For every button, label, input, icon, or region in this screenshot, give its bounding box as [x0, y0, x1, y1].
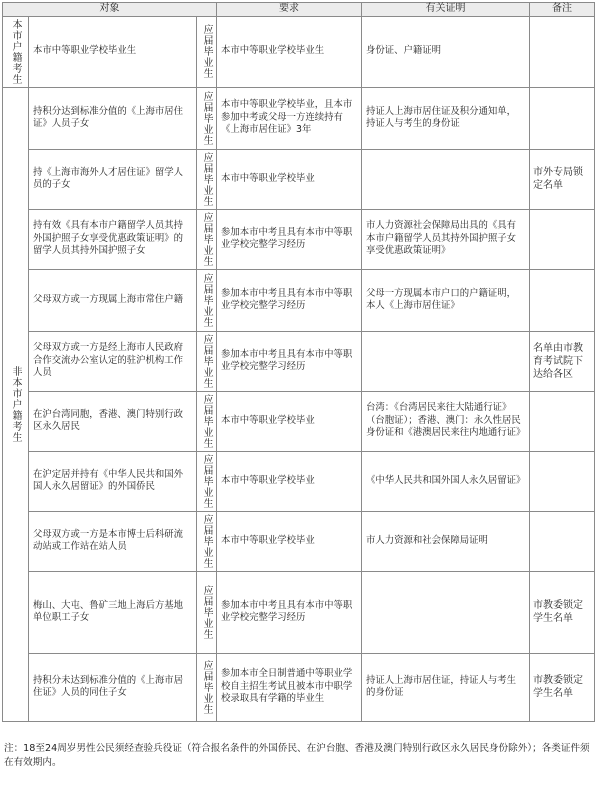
header-proof: 有关证明: [362, 3, 530, 17]
category-nonlocal: 非本市户籍考生: [3, 87, 29, 721]
table-row: [3, 149, 595, 209]
header-requirement: 要求: [217, 3, 362, 17]
cell-object: 持《上海市海外人才居住证》留学人员的子女: [29, 149, 197, 209]
cell-requirement: 参加本市中考且具有本市中等职业学校完整学习经历: [217, 331, 362, 391]
cell-object: 在沪台湾同胞，香港、澳门特别行政区永久居民: [29, 391, 197, 451]
header-note: 备注: [530, 3, 595, 17]
cell-proof: 市人力资源和社会保障局证明: [362, 511, 530, 571]
cell-proof: 持证人上海市居住证，持证人与考生的身份证: [362, 653, 530, 721]
cell-note: 名单由市教育考试院下达给各区: [530, 331, 595, 391]
cell-object: 父母双方或一方现属上海市常住户籍: [29, 269, 197, 331]
cell-proof: [362, 149, 530, 209]
cell-proof: [362, 571, 530, 653]
cell-proof: 父母一方现属本市户口的户籍证明，本人《上海市居住证》: [362, 269, 530, 331]
header-row: [3, 3, 595, 17]
cell-status: 应届毕业生: [197, 511, 217, 571]
cell-object: 持积分未达到标准分值的《上海市居住证》人员的同住子女: [29, 653, 197, 721]
table-row: [3, 209, 595, 269]
cell-status: 应届毕业生: [197, 87, 217, 149]
cell-requirement: 本市中等职业学校毕业，且本市参加中考或父母一方连续持有《上海市居住证》3年: [217, 87, 362, 149]
cell-note: [530, 209, 595, 269]
cell-status: 应届毕业生: [197, 16, 217, 87]
table-row: [3, 451, 595, 511]
table-row: [3, 87, 595, 149]
cell-requirement: 本市中等职业学校毕业: [217, 149, 362, 209]
cell-status: 应届毕业生: [197, 571, 217, 653]
cell-proof: 市人力资源社会保障局出具的《具有本市户籍留学人员其持外国护照子女享受优惠政策证明》: [362, 209, 530, 269]
cell-status: 应届毕业生: [197, 331, 217, 391]
category-local: 本市户籍考生: [3, 16, 29, 87]
table-row: [3, 391, 595, 451]
cell-object: 父母双方或一方是经上海市人民政府合作交流办公室认定的驻沪机构工作人员: [29, 331, 197, 391]
cell-requirement: 本市中等职业学校毕业: [217, 451, 362, 511]
cell-object: 本市中等职业学校毕业生: [29, 16, 197, 87]
header-object: 对象: [3, 3, 217, 17]
cell-requirement: 本市中等职业学校毕业: [217, 511, 362, 571]
cell-note: 市外专局锁定名单: [530, 149, 595, 209]
table-row: [3, 511, 595, 571]
cell-requirement: 参加本市中考且具有本市中等职业学校完整学习经历: [217, 571, 362, 653]
cell-note: 市教委锁定学生名单: [530, 653, 595, 721]
cell-note: [530, 391, 595, 451]
footnote: 注：18至24周岁男性公民须经查验兵役证（符合报名条件的外国侨民、在沪台胞、香港及澳门特别行政区永久居民身份除外）；各类证件须在有效期内。: [4, 743, 590, 768]
cell-note: [530, 269, 595, 331]
cell-proof: 持证人上海市居住证及积分通知单，持证人与考生的身份证: [362, 87, 530, 149]
table-row: [3, 331, 595, 391]
cell-requirement: 本市中等职业学校毕业: [217, 391, 362, 451]
cell-object: 梅山、大屯、鲁矿三地上海后方基地单位职工子女: [29, 571, 197, 653]
cell-status: 应届毕业生: [197, 149, 217, 209]
cell-proof: [362, 331, 530, 391]
cell-note: [530, 87, 595, 149]
cell-note: [530, 451, 595, 511]
cell-status: 应届毕业生: [197, 391, 217, 451]
cell-proof: 身份证、户籍证明: [362, 16, 530, 87]
cell-note: [530, 511, 595, 571]
cell-requirement: 参加本市中考且具有本市中等职业学校完整学习经历: [217, 269, 362, 331]
cell-requirement: 参加本市全日制普通中等职业学校自主招生考试且被本市中职学校录取具有学籍的毕业生: [217, 653, 362, 721]
table-row: [3, 571, 595, 653]
cell-object: 持有效《具有本市户籍留学人员其持外国护照子女享受优惠政策证明》的留学人员其持外国护照子女: [29, 209, 197, 269]
cell-note: 市教委锁定学生名单: [530, 571, 595, 653]
cell-requirement: 本市中等职业学校毕业生: [217, 16, 362, 87]
cell-requirement: 参加本市中考且具有本市中等职业学校完整学习经历: [217, 209, 362, 269]
cell-status: 应届毕业生: [197, 269, 217, 331]
cell-object: 父母双方或一方是本市博士后科研流动站或工作站在站人员: [29, 511, 197, 571]
cell-status: 应届毕业生: [197, 209, 217, 269]
table-row: [3, 269, 595, 331]
cell-status: 应届毕业生: [197, 653, 217, 721]
cell-object: 在沪定居并持有《中华人民共和国外国人永久居留证》的外国侨民: [29, 451, 197, 511]
table-row: [3, 16, 595, 87]
table-row: [3, 653, 595, 721]
cell-proof: 台湾：《台湾居民来往大陆通行证》（台胞证）；香港、澳门：永久性居民身份证和《港澳居民来往内地通行证》: [362, 391, 530, 451]
cell-object: 持积分达到标准分值的《上海市居住证》人员子女: [29, 87, 197, 149]
cell-proof: 《中华人民共和国外国人永久居留证》: [362, 451, 530, 511]
cell-status: 应届毕业生: [197, 451, 217, 511]
cell-note: [530, 16, 595, 87]
eligibility-table: [2, 2, 595, 722]
